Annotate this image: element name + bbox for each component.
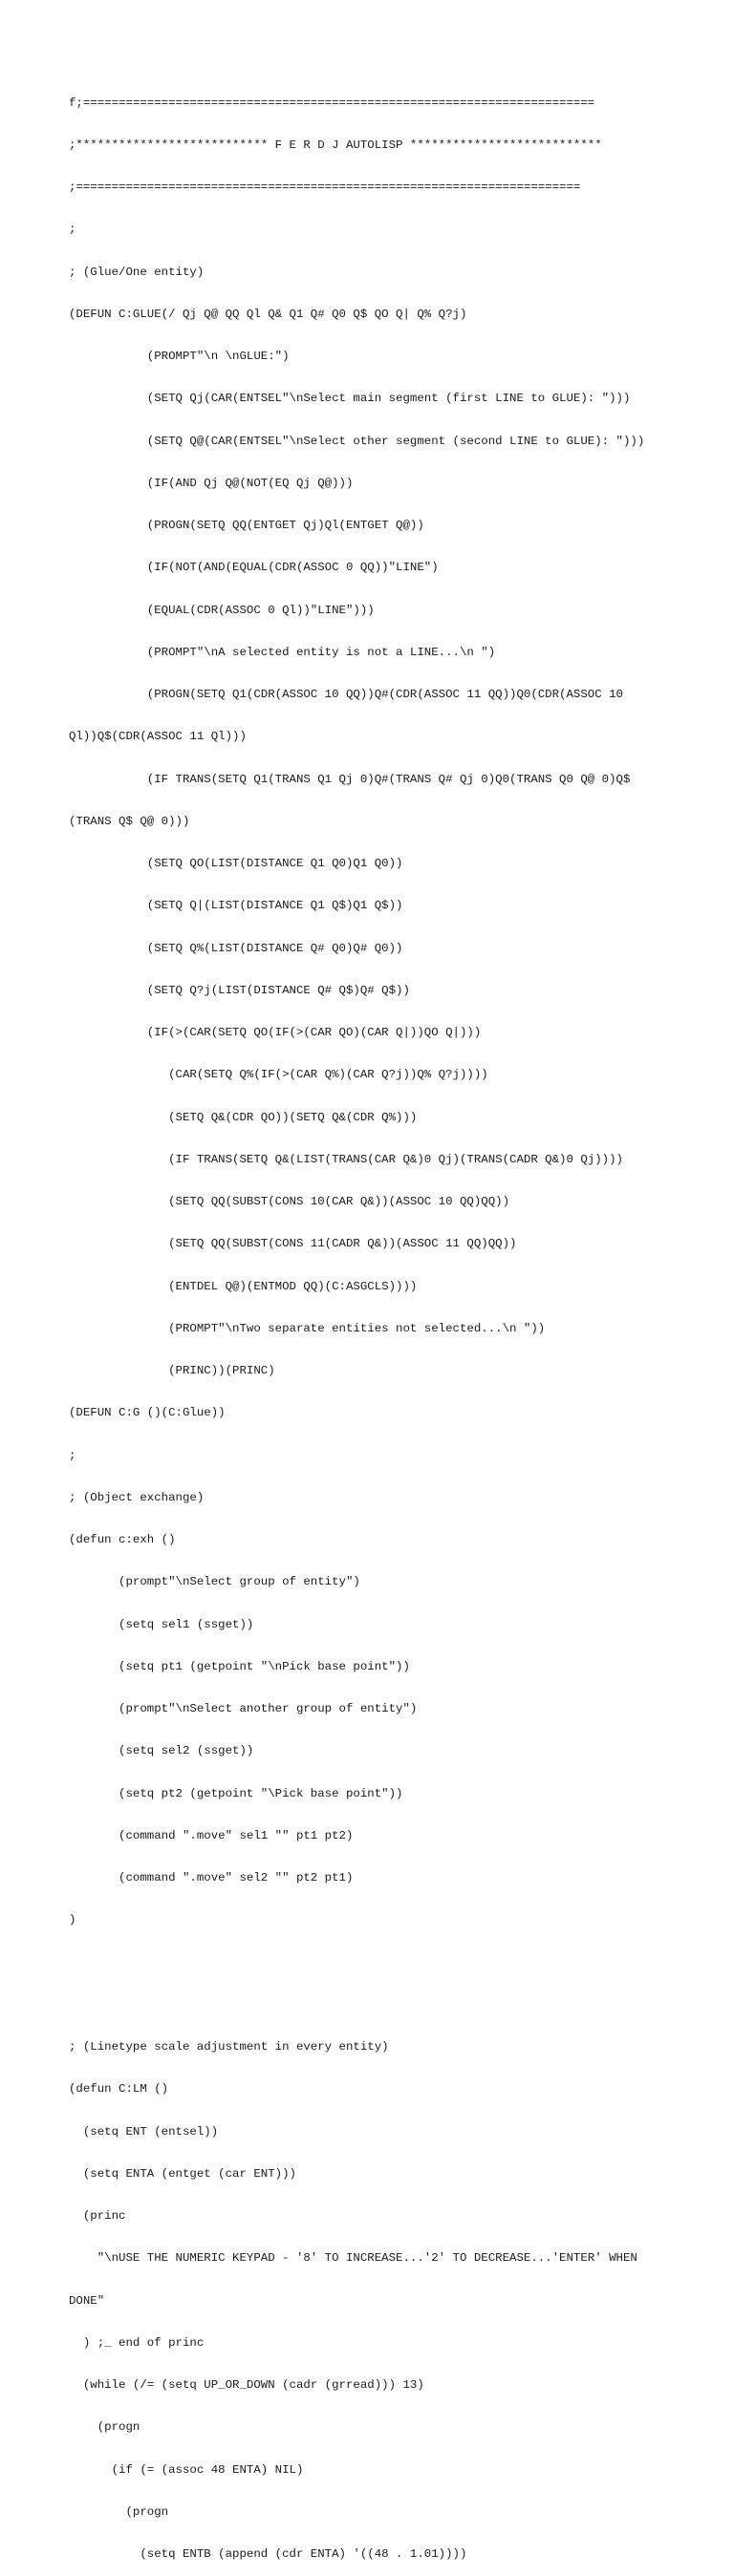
code-line: ;	[69, 223, 76, 237]
code-line: (SETQ QO(LIST(DISTANCE Q1 Q0)Q1 Q0))	[69, 857, 403, 870]
code-line: (IF TRANS(SETQ Q1(TRANS Q1 Qj 0)Q#(TRANS Q# Qj 0)Q0(TRANS Q0 Q@ 0)Q$	[69, 772, 631, 786]
code-line: (setq sel1 (ssget))	[69, 1617, 254, 1631]
code-line: (PRINC))(PRINC)	[69, 1364, 275, 1377]
code-line: (DEFUN C:GLUE(/ Qj Q@ QQ Ql Q& Q1 Q# Q0 Q$ QO Q| Q% Q?j)	[69, 307, 467, 321]
code-line: (prompt"\nSelect group of entity")	[69, 1575, 360, 1589]
code-line: (ENTDEL Q@)(ENTMOD QQ)(C:ASGCLS))))	[69, 1279, 418, 1293]
code-line: ; (Object exchange)	[69, 1490, 205, 1504]
code-document	[69, 68, 671, 2576]
code-line: ; (Glue/One entity)	[69, 265, 205, 279]
code-line: "\nUSE THE NUMERIC KEYPAD - '8' TO INCREASE...'2' TO DECREASE...'ENTER' WHEN	[69, 2251, 637, 2266]
code-line: (PROMPT"\nA selected entity is not a LINE...\n ")	[69, 645, 496, 659]
code-line: (SETQ Q&(CDR QO))(SETQ Q&(CDR Q%)))	[69, 1110, 418, 1124]
code-line: (setq pt2 (getpoint "\Pick base point"))	[69, 1786, 403, 1800]
code-line: (PROGN(SETQ Q1(CDR(ASSOC 10 QQ))Q#(CDR(ASSOC 11 QQ))Q0(CDR(ASSOC 10	[69, 688, 623, 701]
code-line: (defun c:exh ()	[69, 1533, 176, 1546]
code-line: (CAR(SETQ Q%(IF(>(CAR Q%)(CAR Q?j))Q% Q?j))))	[69, 1068, 488, 1082]
code-line: (IF(NOT(AND(EQUAL(CDR(ASSOC 0 QQ))"LINE")	[69, 561, 439, 575]
code-line: (defun C:LM ()	[69, 2082, 169, 2097]
code-line: (setq ENTB (append (cdr ENTA) '((48 . 1.01))))	[69, 2547, 467, 2561]
code-line	[69, 1998, 671, 2012]
code-line: Ql))Q$(CDR(ASSOC 11 Ql)))	[69, 730, 247, 744]
code-line: (progn	[69, 2420, 140, 2435]
code-line: (progn	[69, 2504, 169, 2519]
code-line: (setq pt1 (getpoint "\nPick base point"))	[69, 1659, 410, 1673]
code-line: (setq sel2 (ssget))	[69, 1744, 254, 1758]
code-line: (prompt"\nSelect another group of entity")	[69, 1702, 418, 1715]
code-line: ) ;_ end of princ	[69, 2335, 205, 2350]
code-line: (PROGN(SETQ QQ(ENTGET Qj)Ql(ENTGET Q@))	[69, 519, 424, 532]
code-line: ; (Linetype scale adjustment in every entity)	[69, 2040, 389, 2054]
code-line: (PROMPT"\n \nGLUE:")	[69, 350, 290, 363]
code-line: (if (= (assoc 48 ENTA) NIL)	[69, 2462, 304, 2477]
code-line: (SETQ Q?j(LIST(DISTANCE Q# Q$)Q# Q$))	[69, 983, 410, 997]
code-line: (SETQ QQ(SUBST(CONS 11(CADR Q&))(ASSOC 11 QQ)QQ))	[69, 1237, 517, 1251]
code-line: (EQUAL(CDR(ASSOC 0 Ql))"LINE")))	[69, 603, 375, 617]
code-line: (DEFUN C:G ()(C:Glue))	[69, 1406, 226, 1420]
code-line	[69, 1956, 671, 1970]
code-line: (TRANS Q$ Q@ 0)))	[69, 814, 190, 828]
code-line: (command ".move" sel1 "" pt1 pt2)	[69, 1828, 354, 1842]
code-line: (SETQ Qj(CAR(ENTSEL"\nSelect main segment (first LINE to GLUE): ")))	[69, 392, 631, 406]
code-line: (while (/= (setq UP_OR_DOWN (cadr (grread))) 13)	[69, 2378, 424, 2392]
code-line: (PROMPT"\nTwo separate entities not selected...\n "))	[69, 1321, 546, 1335]
code-line: DONE"	[69, 2293, 105, 2308]
code-line: (SETQ Q@(CAR(ENTSEL"\nSelect other segment (second LINE to GLUE): ")))	[69, 434, 645, 448]
code-line: (IF TRANS(SETQ Q&(LIST(TRANS(CAR Q&)0 Qj)(TRANS(CADR Q&)0 Qj))))	[69, 1152, 623, 1166]
code-line: (SETQ Q|(LIST(DISTANCE Q1 Q$)Q1 Q$))	[69, 899, 403, 913]
code-line: ;*************************** F E R D J AUTOLISP ***************************	[69, 138, 602, 152]
code-line: (setq ENTA (entget (car ENT)))	[69, 2166, 296, 2181]
code-line: (princ	[69, 2209, 126, 2223]
code-line: (setq ENT (entsel))	[69, 2124, 219, 2139]
code-line: )	[69, 1913, 76, 1927]
code-line: (SETQ QQ(SUBST(CONS 10(CAR Q&))(ASSOC 10 QQ)QQ))	[69, 1195, 510, 1208]
code-line: f;========================================================================	[69, 96, 595, 110]
code-line: (IF(AND Qj Q@(NOT(EQ Qj Q@)))	[69, 476, 354, 490]
code-line: (command ".move" sel2 "" pt2 pt1)	[69, 1871, 354, 1884]
code-line: (SETQ Q%(LIST(DISTANCE Q# Q0)Q# Q0))	[69, 941, 403, 955]
code-line: (IF(>(CAR(SETQ QO(IF(>(CAR QO)(CAR Q|))QO Q|)))	[69, 1026, 482, 1039]
code-line: ;=======================================================================	[69, 181, 581, 194]
code-line: ;	[69, 1448, 76, 1462]
